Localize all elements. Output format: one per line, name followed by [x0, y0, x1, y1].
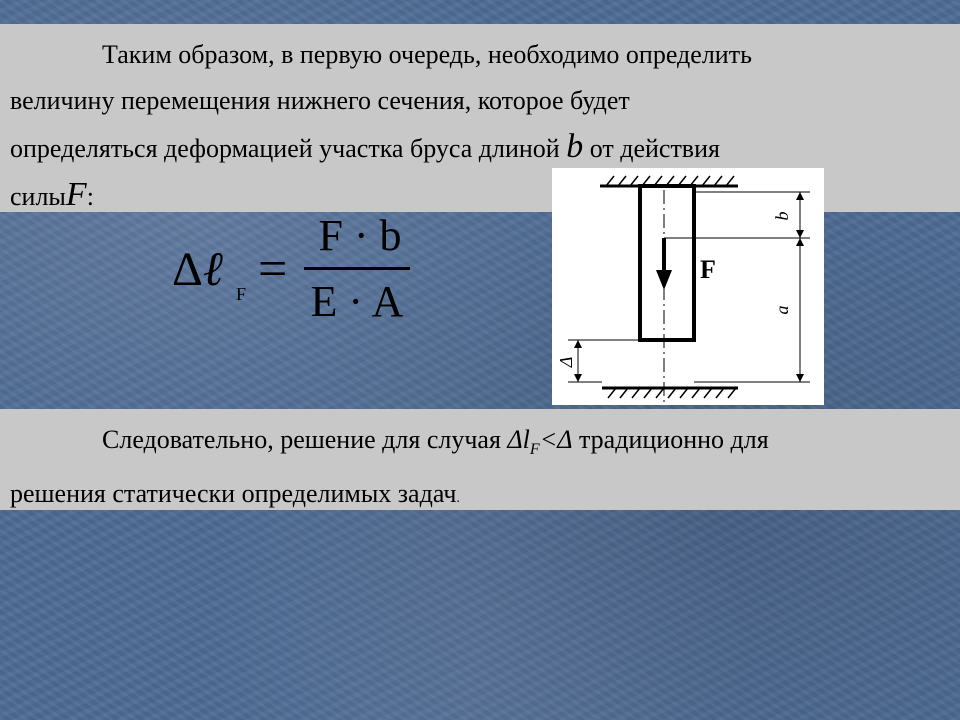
formula-denominator: E · A	[310, 277, 404, 326]
paragraph-conclusion	[10, 418, 950, 521]
formula-ell: ℓ	[202, 243, 223, 296]
formula-equals: =	[258, 241, 288, 298]
dim-b-label: b	[772, 211, 792, 221]
bar-body	[640, 186, 694, 340]
dimension-arrows	[574, 192, 804, 382]
formula-lhs	[172, 242, 223, 297]
force-arrow	[656, 238, 672, 290]
formula-delta: Δ	[172, 243, 203, 296]
var-b: b	[566, 128, 584, 165]
p1-line3-post: от действия	[589, 134, 720, 163]
condition-subscript: F	[529, 441, 540, 458]
p2-line1-pre: Следовательно, решение для случая	[102, 425, 501, 454]
bar-diagram-svg	[552, 168, 824, 405]
force-label: F	[700, 255, 716, 284]
bottom-support	[602, 388, 738, 398]
formula-numerator: F · b	[318, 211, 402, 260]
p2-line2-end: .	[456, 491, 460, 506]
formula-elongation	[172, 210, 422, 330]
gap-label: Δ	[556, 356, 576, 368]
formula-lhs-subscript: F	[236, 284, 247, 304]
p1-line4-post: :	[86, 182, 94, 211]
p1-line2: величину перемещения нижнего сечения, которое будет	[10, 86, 630, 115]
p1-line4-pre: силы	[10, 182, 66, 211]
p2-line2: решения статически определимых задач	[10, 479, 457, 508]
dim-a-label: a	[772, 305, 792, 315]
bar-diagram	[552, 168, 824, 405]
condition-rest: <Δ	[539, 425, 573, 454]
p1-line1: Таким образом, в первую очередь, необходимо определить	[102, 40, 752, 69]
condition-delta-l: Δl	[507, 425, 530, 454]
var-F: F	[65, 176, 87, 213]
formula-fraction-bar	[304, 267, 410, 270]
p1-line3-pre: определяться деформацией участка бруса длиной	[10, 134, 560, 163]
p2-line1-post: традиционно для	[579, 425, 769, 454]
